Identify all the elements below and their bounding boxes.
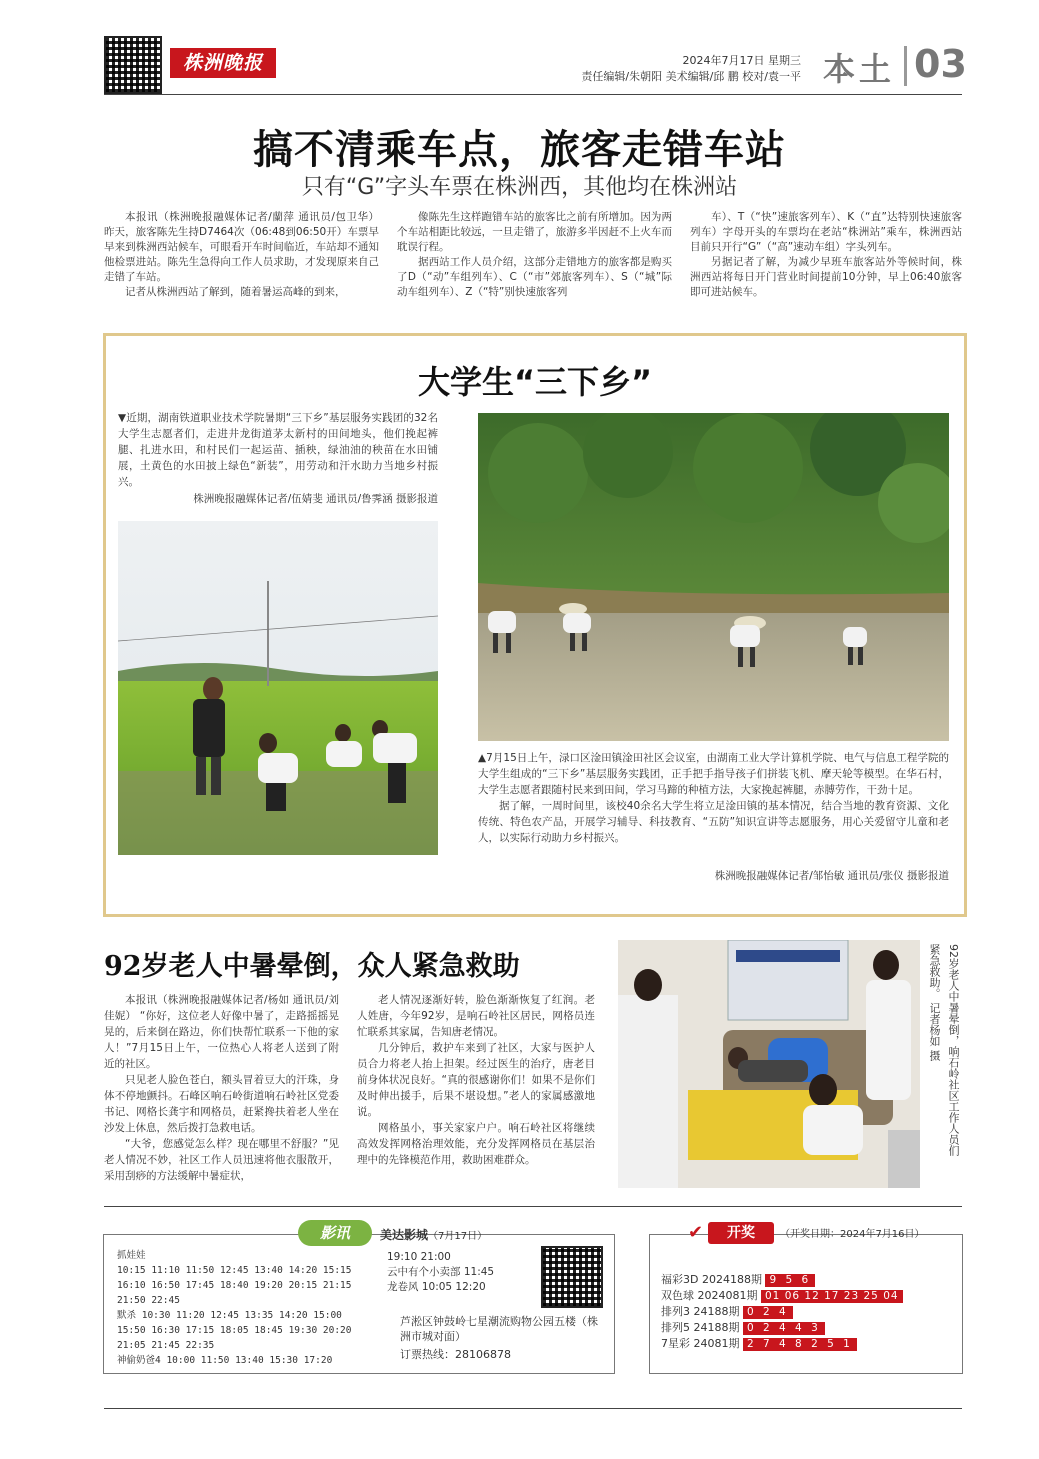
paragraph: 车）、T（“快”速旅客列车）、K（“直”达特别快速旅客列车）字母开头的车票均在老站“株洲站”乘车，株洲西站目前只开行“G”（“高”速动车组）字头列车。 xyxy=(690,211,962,253)
cinema-address: 芦淞区钟鼓岭七星潮流购物公园五楼（株洲市城对面） xyxy=(400,1315,598,1343)
paragraph: 几分钟后，救护车来到了社区，大家与医护人员合力将老人抬上担架。经过医生的治疗，唐老目前身体状况良好。“真的很感谢你们！如果不是你们及时伸出援手，后果不堪设想。”老人的家属感激地说。 xyxy=(357,1042,595,1118)
cinema-qr-icon xyxy=(541,1246,603,1308)
paragraph: 只见老人脸色苍白，额头冒着豆大的汗珠，身体不停地颤抖。石峰区响石岭街道响石岭社区党委书记、网格长龚宇和网格员，赶紧搀扶着老人坐在沙发上休息，然后拨打急救电话。 xyxy=(104,1074,339,1134)
showtimes: 10:15 11:10 11:50 12:45 13:40 14:20 15:15 16:10 16:50 17:45 18:40 19:20 20:15 21:15 21:50 22:45 xyxy=(117,1265,352,1306)
page-number: 03 xyxy=(914,42,967,86)
lottery-date: （开奖日期：2024年7月16日） xyxy=(780,1229,925,1240)
lottery-row xyxy=(661,1272,951,1288)
rescue-photo-caption-sub: 92岁老人中暑晕倒，响石岭社区工作人员们 xyxy=(947,944,960,1156)
story2-column-1 xyxy=(104,992,339,1184)
main-headline: 搞不清乘车点，旅客走错车站 xyxy=(253,127,786,173)
lottery-results xyxy=(661,1272,951,1352)
section-name: 本土 xyxy=(823,50,896,88)
showtimes: 龙卷风 10:05 12:20 xyxy=(387,1281,486,1293)
rice-field-photo xyxy=(118,521,438,855)
rescue-scene-photo xyxy=(618,940,920,1188)
paddy-illustration xyxy=(478,413,949,741)
main-story-column-1 xyxy=(104,210,379,300)
lottery-name: 排列5 24188期 xyxy=(661,1321,740,1334)
story2-column-2 xyxy=(357,992,595,1168)
lottery-name: 7星彩 24081期 xyxy=(661,1337,740,1350)
rescue-illustration xyxy=(618,940,920,1188)
movie-title: 抓娃娃 xyxy=(117,1250,146,1261)
paragraph: 据西站工作人员介绍，这部分走错地方的旅客都是购买了D（“动”车组列车）、C（“市”郊旅客列车）、S（“城”际动车组列车）、Z（“特”别快速旅客列 xyxy=(397,256,672,298)
lottery-numbers: 0 2 4 xyxy=(743,1306,793,1319)
feature-credit-2: 株洲晚报融媒体记者/邹怡敏 通讯员/张仪 摄影报道 xyxy=(714,870,949,882)
paragraph: 记者从株洲西站了解到，随着暑运高峰的到来， xyxy=(125,286,346,298)
lottery-row xyxy=(661,1336,951,1352)
feature-title: 大学生“三下乡” xyxy=(417,363,653,401)
paddy-volunteers-photo xyxy=(478,413,949,741)
masthead-rule xyxy=(104,94,962,95)
cinema-listing-right xyxy=(387,1250,527,1295)
paragraph: 像陈先生这样跑错车站的旅客比之前有所增加。因为两个车站相距比较远，一旦走错了，旅游多半因赶不上火车而耽误行程。 xyxy=(397,211,672,253)
feature-caption-1 xyxy=(118,410,438,490)
cinema-title: 美达影城 xyxy=(380,1228,429,1242)
check-icon: ✔ xyxy=(688,1222,704,1243)
feature-caption-2 xyxy=(478,750,949,798)
story2-headline: 92岁老人中暑晕倒，众人紧急救助 xyxy=(104,951,520,982)
lottery-name: 排列3 24188期 xyxy=(661,1305,740,1318)
paragraph: 另据记者了解，为减少早班车旅客站外等候时间，株洲西站将每日开门营业时间提前10分钟，早上06:40旅客即可进站候车。 xyxy=(690,256,962,298)
bottom-rule xyxy=(104,1206,962,1207)
cinema-hotline: 订票热线：28106878 xyxy=(400,1348,511,1361)
lottery-row xyxy=(661,1320,951,1336)
paragraph: “大爷，您感觉怎么样？现在哪里不舒服？”见老人情况不妙，社区工作人员迅速将他衣服散开，采用刮痧的方法缓解中暑症状， xyxy=(104,1138,339,1182)
main-story-column-3 xyxy=(690,210,962,300)
paragraph: 本报讯（株洲晚报融媒体记者/杨如 通讯员/刘佳妮） “你好，这位老人好像中暑了，走路摇摇晃晃的，后来倒在路边，你们快帮忙联系一下他的家人！”7月15日上午，一位热心人将老人送到了附近的社区。 xyxy=(104,994,339,1070)
showtimes: 19:10 21:00 xyxy=(387,1251,451,1263)
paragraph: 本报讯（株洲晚报融媒体记者/蘭萍 通讯员/包卫华） 昨天，旅客陈先生持D7464次（06:48到06:50开）车票早早来到株洲西站候车，可眼看开车时间临近，车站却不通知他检票进站。陈先生急得向工作人员求助，才发现原来自己走错了车站。 xyxy=(104,211,379,283)
qr-code-icon xyxy=(104,36,162,94)
caption-text: ▼近期，湖南铁道职业技术学院暑期“三下乡”基层服务实践团的32名大学生志愿者们，走进井龙街道茅太新村的田间地头，他们挽起裤腿、扎进水田，和村民们一起运苗、插秧，绿油油的秧苗在水田铺展，土黄色的水田披上绿色“新装”，用劳动和汗水助力当地乡村振兴。 xyxy=(118,412,438,488)
lottery-numbers: 01 06 12 17 23 25 04 xyxy=(761,1290,903,1303)
lottery-numbers: 2 7 4 8 2 5 1 xyxy=(743,1338,857,1351)
feature-credit-1: 株洲晚报融媒体记者/伍婧斐 通讯员/鲁霁涵 摄影报道 xyxy=(193,493,438,505)
lottery-numbers: 9 5 6 xyxy=(765,1274,815,1287)
newspaper-logo: 株洲晚报 xyxy=(170,48,276,78)
paragraph: 老人情况逐渐好转，脸色渐渐恢复了红润。老人姓唐，今年92岁，是响石岭社区居民，网格员连忙联系其家属，告知唐老情况。 xyxy=(357,994,595,1038)
showtimes: 神偷奶爸4 10:00 11:50 13:40 15:30 17:20 xyxy=(117,1355,333,1366)
lottery-row xyxy=(661,1288,951,1304)
cinema-listing-left xyxy=(117,1248,367,1368)
rice-field-illustration xyxy=(118,521,438,855)
main-story-column-2 xyxy=(397,210,672,300)
lottery-numbers: 0 2 4 4 3 xyxy=(743,1322,825,1335)
rescue-photo-caption: 紧急救助。 记者杨如 摄 xyxy=(928,944,941,1061)
issue-date: 2024年7月17日 星期三 xyxy=(682,54,801,67)
caption-text: ▲7月15日上午，渌口区淦田镇淦田社区会议室，由湖南工业大学计算机学院、电气与信息工程学院的大学生组成的“三下乡”基层服务实践团，正手把手指导孩子们拼装飞机、摩天轮等模型。在华石村，大学生志愿者跟随村民来到田间，学习马蹄的种植方法，大家挽起裤腿，赤膊劳作，干劲十足。 xyxy=(478,752,949,796)
cinema-date: （7月17日） xyxy=(428,1231,488,1242)
lottery-name: 双色球 2024081期 xyxy=(661,1289,758,1302)
editor-credits: 责任编辑/朱朝阳 美术编辑/邱 鹏 校对/袁一平 xyxy=(581,70,801,83)
showtimes: 默杀 10:30 11:20 12:45 13:35 14:20 15:00 15:50 16:30 17:15 18:05 18:45 19:30 20:20 21:05 21:45 22:35 xyxy=(117,1310,352,1351)
lottery-name: 福彩3D 2024188期 xyxy=(661,1273,762,1286)
paragraph: 网格虽小，事关家家户户。响石岭社区将继续高效发挥网格治理效能，充分发挥网格员在基层治理中的先锋模范作用，救助困难群众。 xyxy=(357,1122,595,1166)
section-divider xyxy=(904,46,907,86)
cinema-name xyxy=(380,1226,487,1243)
cinema-tag: 影讯 xyxy=(298,1220,372,1246)
showtimes: 云中有个小卖部 11:45 xyxy=(387,1266,495,1278)
main-subhead: 只有“G”字头车票在株洲西，其他均在株洲站 xyxy=(301,175,738,200)
feature-caption-2b xyxy=(478,798,949,846)
footer-rule xyxy=(104,1408,962,1409)
caption-text: 据了解，一周时间里，该校40余名大学生将立足淦田镇的基本情况，结合当地的教育资源、文化传统、特色农产品，开展学习辅导、科技教育、“五防”知识宣讲等志愿服务，用心关爱留守儿童和老人，以实际行动助力乡村振兴。 xyxy=(478,800,949,844)
lottery-row xyxy=(661,1304,951,1320)
lottery-tag: 开奖 xyxy=(708,1222,774,1244)
